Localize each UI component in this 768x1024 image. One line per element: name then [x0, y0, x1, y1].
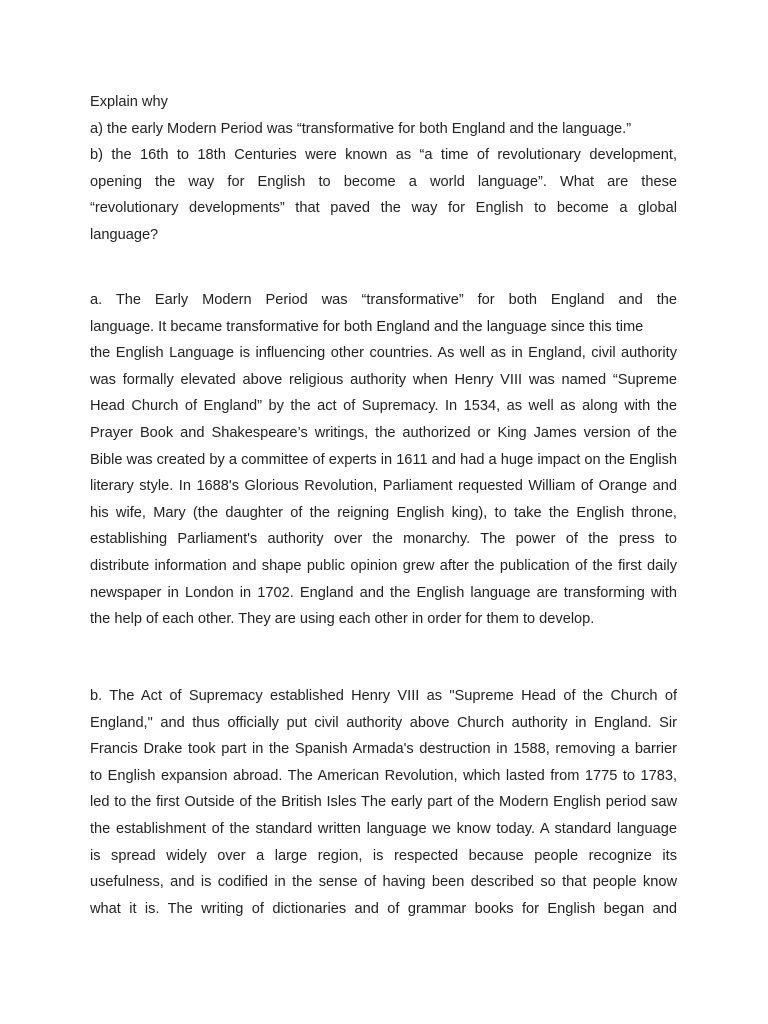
question-part-b-line: opening the way for English to become a world language”. What are these: [90, 173, 677, 190]
answer-a-line: establishing Parliament's authority over the monarchy. The power of the press to: [90, 531, 677, 548]
answer-b-line: b. The Act of Supremacy established Henry VIII as "Supreme Head of the Church of: [90, 688, 677, 704]
answer-a-line: Bible was created by a committee of experts in 1611 and had a huge impact on the English: [90, 451, 677, 468]
answer-a-line: Prayer Book and Shakespeare’s writings, the authorized or King James version of the: [90, 424, 677, 441]
question-part-b-line: “revolutionary developments” that paved the way for English to become a global: [90, 200, 677, 217]
question-part-b-line: b) the 16th to 18th Centuries were known as “a time of revolutionary development,: [90, 147, 677, 164]
answer-a-line: the help of each other. They are using each other in order for them to develop.: [90, 611, 595, 628]
answer-a-line: the English Language is influencing other countries. As well as in England, civil authority: [90, 345, 677, 362]
answer-a-section: [90, 287, 677, 633]
answer-a-line: his wife, Mary (the daughter of the reigning English king), to take the English throne,: [90, 504, 677, 521]
answer-a-line: newspaper in London in 1702. England and the English language are transforming with: [90, 584, 677, 601]
answer-b-line: the establishment of the standard written language we know today. A standard language: [90, 820, 677, 837]
answer-b-line: usefulness, and is codified in the sense of having been described so that people know: [90, 874, 677, 891]
answer-b-line: is spread widely over a large region, is respected because people recognize its: [90, 847, 677, 864]
answer-a-line: language. It became transformative for both England and the language since this time: [90, 318, 644, 335]
question-section: [90, 89, 677, 249]
answer-b-line: led to the first Outside of the British Isles The early part of the Modern English period saw: [90, 794, 677, 811]
answer-b-line: Francis Drake took part in the Spanish Armada's destruction in 1588, removing a barrier: [90, 741, 677, 758]
question-part-a: a) the early Modern Period was “transformative for both England and the language.”: [90, 120, 632, 137]
answer-a-line: Head Church of England” by the act of Supremacy. In 1534, as well as along with the: [90, 398, 677, 415]
answer-b-section: [90, 683, 677, 922]
question-part-b-line: language?: [90, 226, 159, 243]
question-heading: Explain why: [90, 94, 168, 110]
answer-a-line: literary style. In 1688's Glorious Revolution, Parliament requested William of Orange and: [90, 478, 677, 495]
answer-a-line: distribute information and shape public opinion grew after the publication of the first daily: [90, 557, 677, 574]
answer-b-line: what it is. The writing of dictionaries and of grammar books for English began and: [90, 900, 677, 917]
answer-a-line: was formally elevated above religious authority when Henry VIII was named “Supreme: [90, 371, 677, 388]
answer-b-line: to English expansion abroad. The American Revolution, which lasted from 1775 to 1783,: [90, 767, 677, 784]
answer-b-line: England," and thus officially put civil authority above Church authority in England. Sir: [90, 714, 677, 731]
answer-a-line: a. The Early Modern Period was “transformative” for both England and the: [90, 292, 677, 308]
